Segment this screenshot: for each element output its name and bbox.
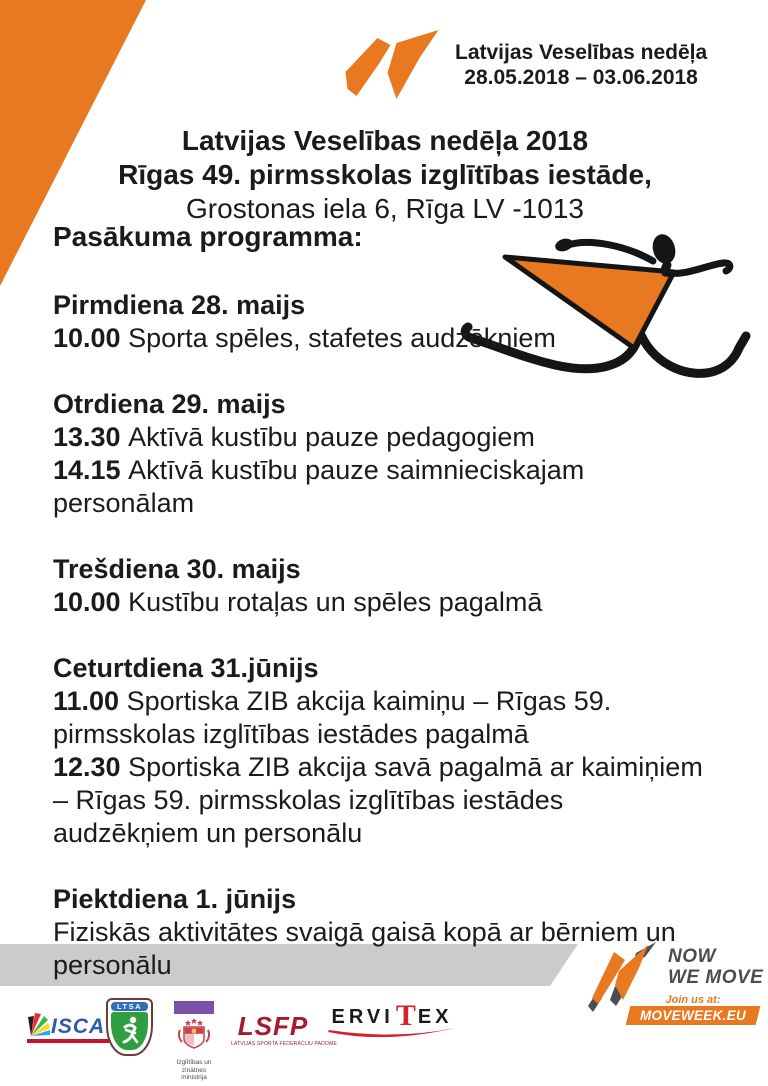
institution-address: Grostonas iela 6, Rīga LV -1013	[186, 193, 584, 224]
item-text: Aktīvā kustību pauze saimnieciskajam personālam	[53, 455, 585, 518]
item-time: 14.15	[53, 455, 121, 485]
day-title: Ceturtdiena 31.jūnijs	[53, 653, 319, 683]
ministry-name	[168, 1059, 220, 1082]
lsfp-wordmark: LSFP	[237, 1011, 309, 1041]
program-schedule	[53, 289, 716, 1015]
day-block-monday	[53, 289, 716, 355]
day-title: Piektdiena 1. jūnijs	[53, 884, 297, 914]
item-time: 11.00	[53, 686, 120, 716]
schedule-item	[53, 751, 716, 850]
event-header	[341, 26, 707, 104]
event-dates: 28.05.2018 – 03.06.2018	[464, 66, 698, 89]
item-text: Fiziskās aktivitātes svaigā gaisā kopā ar bērniem un personālu	[53, 917, 676, 980]
nwm-line1: NOW	[668, 946, 716, 967]
day-title: Trešdiena 30. maijs	[53, 554, 301, 584]
nwm-line2: WE MOVE	[668, 967, 764, 988]
schedule-item	[53, 421, 716, 454]
item-text: Sportiska ZIB akcija savā pagalmā ar kaimiņiem – Rīgas 59. pirmsskolas izglītības iestādes audzēkņiem un personālu	[53, 752, 703, 848]
institution-name: Rīgas 49. pirmsskolas izglītības iestāde,	[118, 159, 652, 190]
day-title: Pirmdiena 28. maijs	[53, 290, 306, 320]
ervitex-part1: ERVI	[331, 1006, 394, 1028]
item-text: Kustību rotaļas un spēles pagalmā	[128, 587, 543, 617]
ltsa-wordmark: LTSA	[111, 1002, 148, 1011]
isca-fan-icon	[27, 1010, 51, 1038]
ltsa-runner-icon	[117, 1015, 143, 1047]
schedule-item	[53, 454, 716, 520]
title-block	[40, 124, 730, 226]
join-us-text: Join us at:	[665, 994, 721, 1006]
item-text: Sporta spēles, stafetes audzēkņiem	[128, 323, 556, 353]
moveweek-banner	[626, 1006, 761, 1025]
day-title: Otrdiena 29. maijs	[53, 389, 286, 419]
poster-title: Latvijas Veselības nedēļa 2018	[181, 125, 589, 156]
item-time: 12.30	[53, 752, 121, 782]
ministry-name-line1: Izglītības un zinātnes	[176, 1059, 212, 1074]
moveweek-url: MOVEWEEK.EU	[639, 1008, 747, 1023]
isca-subtitle-strip	[27, 1039, 109, 1043]
item-text: Sportiska ZIB akcija kaimiņu – Rīgas 59. pirmsskolas izglītības iestādes pagalmā	[53, 686, 612, 749]
schedule-item	[53, 685, 716, 751]
item-text: Aktīvā kustību pauze pedagogiem	[128, 422, 535, 452]
program-label: Pasākuma programma:	[53, 221, 363, 252]
ervitex-swoosh-icon	[326, 1026, 458, 1042]
latvia-coat-of-arms-icon	[177, 1018, 211, 1052]
nowwemove-logo-block	[588, 938, 768, 1030]
nowwemove-wordmark	[668, 946, 763, 988]
day-block-tuesday	[53, 388, 716, 520]
lsfp-logo	[231, 1011, 337, 1047]
ltsa-shield	[111, 1012, 148, 1050]
ervitex-red-t: T	[395, 999, 416, 1032]
day-block-wednesday	[53, 553, 716, 619]
lsfp-subtitle: LATVIJAS SPORTA FEDERĀCIJU PADOME	[231, 1041, 337, 1047]
schedule-item	[53, 322, 716, 355]
event-name: Latvijas Veselības nedēļa	[455, 41, 708, 64]
schedule-item	[53, 586, 716, 619]
item-time: 13.30	[53, 422, 121, 452]
day-block-thursday	[53, 652, 716, 850]
isca-wordmark: ISCA	[51, 1015, 106, 1038]
item-time: 10.00	[53, 323, 121, 353]
item-time: 10.00	[53, 587, 121, 617]
ervitex-part3: EX	[417, 1006, 453, 1028]
nowwemove-arrow-icon	[341, 26, 447, 104]
ministry-name-line2: ministrija	[181, 1074, 207, 1081]
event-header-text	[455, 40, 707, 90]
